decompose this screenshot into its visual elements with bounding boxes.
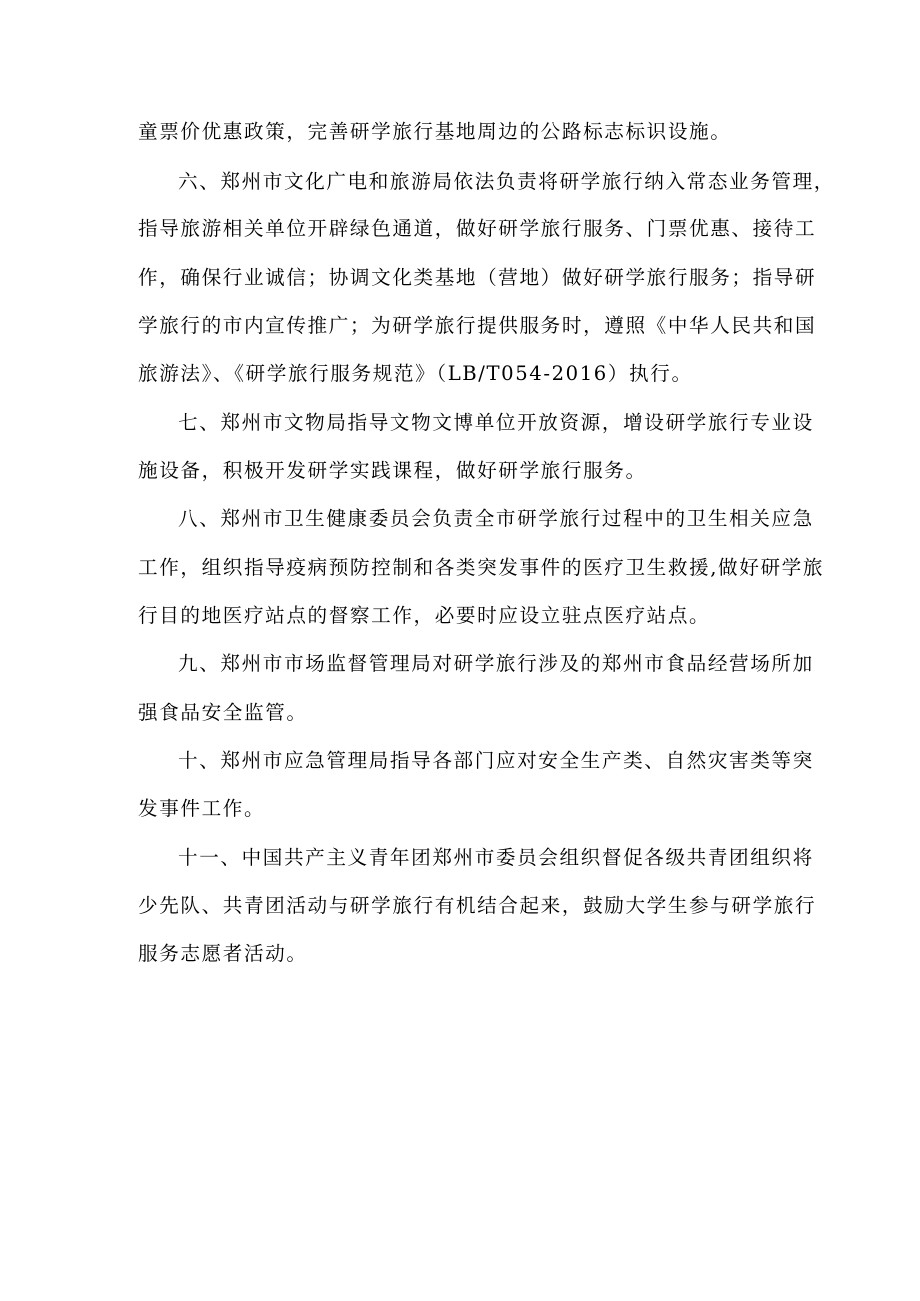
paragraph-7-line-2: 施设备，积极开发研学实践课程，做好研学旅行服务。: [138, 459, 647, 482]
paragraph-11-line-2: 少先队、共青团活动与研学旅行有机结合起来，鼓励大学生参与研学旅行: [138, 894, 817, 917]
paragraph-5-line-1: 童票价优惠政策，完善研学旅行基地周边的公路标志标识设施。: [138, 120, 732, 143]
paragraph-8-line-2: 工作，组织指导疫病预防控制和各类突发事件的医疗卫生救援,做好研学旅: [138, 556, 825, 579]
paragraph-6-line-5: 旅游法》、《研学旅行服务规范》（LB/T054-2016）执行。: [138, 362, 693, 385]
paragraph-6-line-2: 指导旅游相关单位开辟绿色通道，做好研学旅行服务、门票优惠、接待工: [138, 217, 817, 240]
paragraph-9-line-2: 强食品安全监管。: [138, 701, 308, 724]
paragraph-6-line-1: 六、郑州市文化广电和旅游局依法负责将研学旅行纳入常态业务管理，: [178, 170, 836, 193]
paragraph-9-line-1: 九、郑州市市场监督管理局对研学旅行涉及的郑州市食品经营场所加: [178, 652, 814, 675]
paragraph-10-line-1: 十、郑州市应急管理局指导各部门应对安全生产类、自然灾害类等突: [178, 749, 814, 772]
paragraph-7-line-1: 七、郑州市文物局指导文物文博单位开放资源，增设研学旅行专业设: [178, 411, 814, 434]
paragraph-11-line-1: 十一、中国共产主义青年团郑州市委员会组织督促各级共青团组织将: [178, 846, 814, 869]
paragraph-6-line-3: 作，确保行业诚信；协调文化类基地（营地）做好研学旅行服务；指导研: [138, 266, 817, 289]
paragraph-10-line-2: 发事件工作。: [138, 797, 266, 820]
paragraph-8-line-3: 行目的地医疗站点的督察工作，必要时应设立驻点医疗站点。: [138, 604, 711, 627]
paragraph-8-line-1: 八、郑州市卫生健康委员会负责全市研学旅行过程中的卫生相关应急: [178, 507, 814, 530]
paragraph-11-line-3: 服务志愿者活动。: [138, 942, 308, 965]
paragraph-6-line-4: 学旅行的市内宣传推广；为研学旅行提供服务时，遵照《中华人民共和国: [138, 314, 817, 337]
